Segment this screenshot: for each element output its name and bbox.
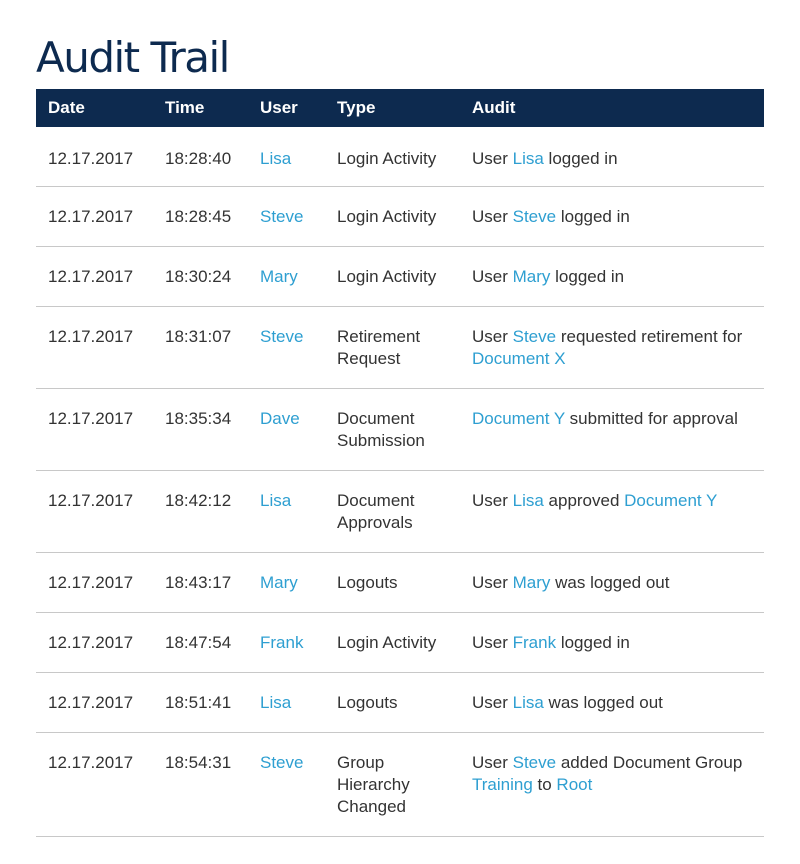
column-header-user: User [248,89,325,127]
audit-text: to [532,775,557,794]
cell-user [248,673,325,733]
cell-date: 12.17.2017 [36,673,153,733]
table-row [36,673,764,733]
cell-time: 18:31:07 [153,307,248,389]
user-link[interactable]: Steve [260,327,304,346]
user-link[interactable]: Steve [260,207,304,226]
audit-link[interactable]: Mary [512,267,551,286]
cell-type: Login Activity [325,127,460,187]
table-row [36,471,764,553]
audit-link[interactable]: Lisa [512,149,544,168]
audit-link[interactable]: Document Y [624,491,718,510]
cell-date: 12.17.2017 [36,613,153,673]
cell-time: 18:47:54 [153,613,248,673]
table-row [36,247,764,307]
cell-audit [460,187,764,247]
audit-text: User [472,491,513,510]
audit-link[interactable]: Document Y [472,409,565,428]
audit-text: User [472,149,513,168]
table-row [36,187,764,247]
cell-date: 12.17.2017 [36,553,153,613]
cell-audit [460,673,764,733]
cell-time: 18:35:34 [153,389,248,471]
cell-audit [460,247,764,307]
cell-date: 12.17.2017 [36,389,153,471]
user-link[interactable]: Lisa [260,149,292,168]
cell-user [248,553,325,613]
cell-user [248,389,325,471]
audit-link[interactable]: Frank [512,633,557,652]
cell-type: Retirement Request [325,307,460,389]
audit-text: User [472,693,513,712]
audit-link[interactable]: Steve [512,753,557,772]
audit-link[interactable]: Mary [512,573,551,592]
cell-time: 18:54:31 [153,733,248,837]
audit-text: submitted for approval [564,409,738,428]
page-title: Audit Trail [36,33,229,82]
cell-date: 12.17.2017 [36,127,153,187]
column-header-time: Time [153,89,248,127]
audit-text: User [472,327,513,346]
cell-audit [460,613,764,673]
cell-audit [460,471,764,553]
audit-link[interactable]: Steve [512,327,557,346]
user-link[interactable]: Lisa [260,693,292,712]
cell-audit [460,307,764,389]
cell-date: 12.17.2017 [36,307,153,389]
audit-text: logged in [556,633,630,652]
audit-text: logged in [543,149,618,168]
cell-user [248,127,325,187]
cell-user [248,247,325,307]
column-header-audit: Audit [460,89,764,127]
table-row [36,127,764,187]
audit-table [36,89,764,837]
user-link[interactable]: Steve [260,753,304,772]
table-row [36,553,764,613]
table-row [36,389,764,471]
cell-type: Document Submission [325,389,460,471]
audit-link[interactable]: Lisa [512,693,544,712]
audit-text: User [472,267,513,286]
cell-type: Login Activity [325,247,460,307]
cell-date: 12.17.2017 [36,187,153,247]
cell-time: 18:28:45 [153,187,248,247]
cell-time: 18:28:40 [153,127,248,187]
cell-type: Group Hierarchy Changed [325,733,460,837]
cell-type: Logouts [325,553,460,613]
cell-audit [460,553,764,613]
audit-link[interactable]: Document X [472,349,566,368]
table-row [36,307,764,389]
header-row [36,89,764,127]
user-link[interactable]: Lisa [260,491,292,510]
user-link[interactable]: Mary [260,267,298,286]
user-link[interactable]: Mary [260,573,298,592]
audit-text: User [472,633,513,652]
cell-time: 18:51:41 [153,673,248,733]
cell-user [248,187,325,247]
audit-text: was logged out [543,693,663,712]
audit-text: User [472,573,513,592]
cell-date: 12.17.2017 [36,247,153,307]
audit-link[interactable]: Steve [512,207,557,226]
user-link[interactable]: Frank [260,633,304,652]
cell-type: Login Activity [325,613,460,673]
cell-audit [460,733,764,837]
user-link[interactable]: Dave [260,409,300,428]
audit-text: logged in [556,207,630,226]
audit-text: User [472,207,513,226]
table-row [36,613,764,673]
audit-table-body [36,127,764,837]
cell-type: Login Activity [325,187,460,247]
cell-user [248,613,325,673]
audit-text: logged in [550,267,625,286]
cell-date: 12.17.2017 [36,471,153,553]
audit-text: was logged out [550,573,670,592]
cell-user [248,307,325,389]
audit-text: added Document Group [556,753,743,772]
cell-time: 18:30:24 [153,247,248,307]
audit-link[interactable]: Root [556,775,593,794]
audit-link[interactable]: Lisa [512,491,544,510]
cell-time: 18:42:12 [153,471,248,553]
cell-audit [460,389,764,471]
cell-type: Document Approvals [325,471,460,553]
cell-user [248,733,325,837]
table-row [36,733,764,837]
cell-user [248,471,325,553]
cell-date: 12.17.2017 [36,733,153,837]
cell-time: 18:43:17 [153,553,248,613]
column-header-date: Date [36,89,153,127]
cell-type: Logouts [325,673,460,733]
cell-audit [460,127,764,187]
audit-link[interactable]: Training [472,775,533,794]
column-header-type: Type [325,89,460,127]
audit-table-header [36,89,764,127]
audit-text: User [472,753,513,772]
audit-text: requested retirement for [556,327,743,346]
audit-text: approved [543,491,625,510]
